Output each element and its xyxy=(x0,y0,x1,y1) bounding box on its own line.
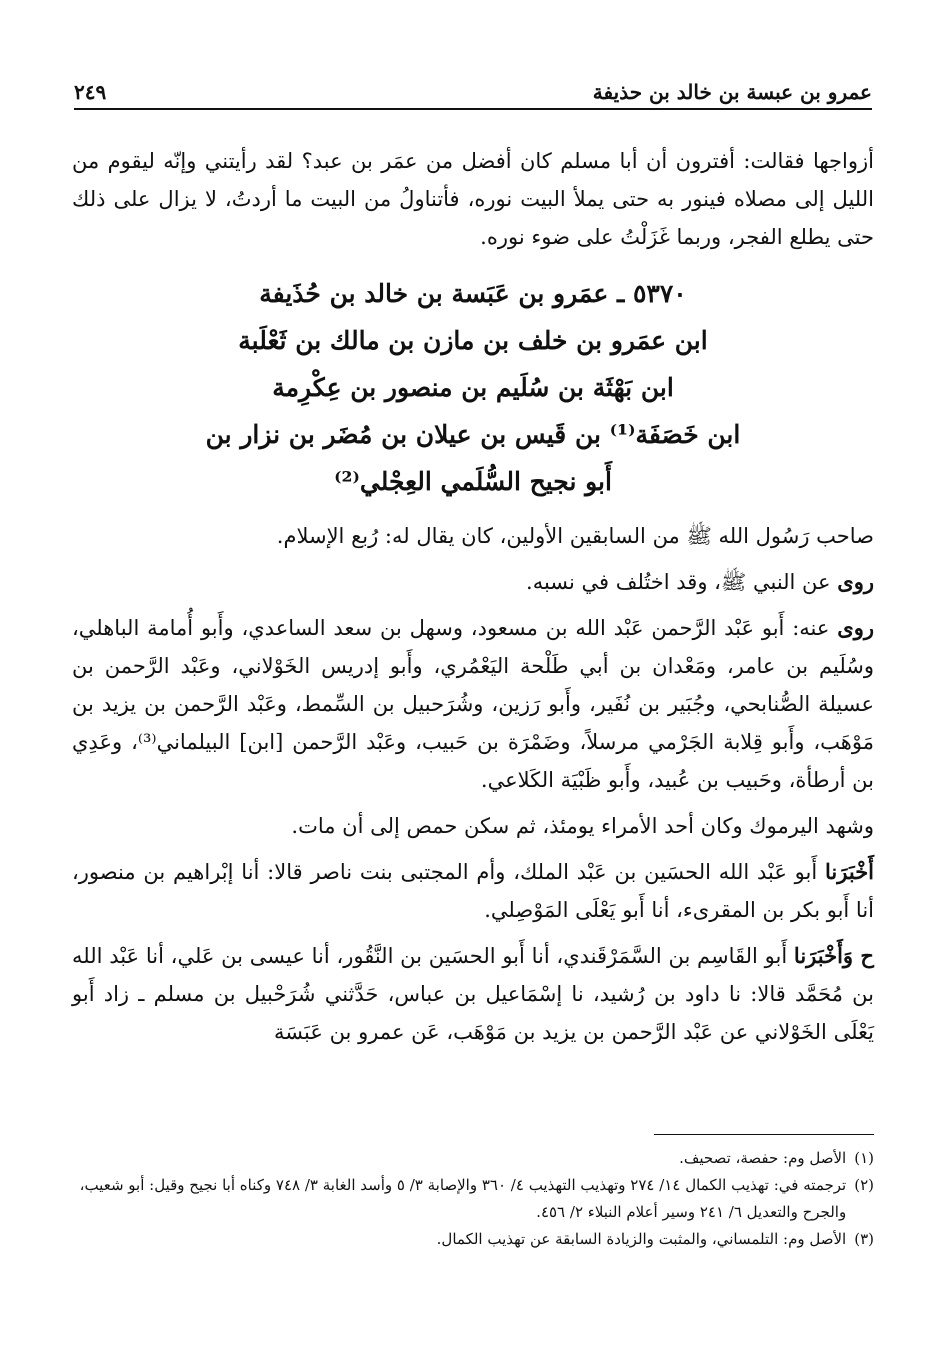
paragraph-lead: روى xyxy=(837,569,874,594)
text-line: أَبو عَبْد الله الحسَين بن عَبْد الملك، وأم المجتبى بنت ناصر قالا: أنا xyxy=(241,860,818,884)
footnote xyxy=(72,1145,874,1172)
title-line: أَبو نجيح السُّلَمي العِجْلي⁽²⁾ xyxy=(334,467,612,496)
text-line: أُمامة الباهلي، وسُلَيم بن عامر، ومَعْدان بن أبي طَلْحة اليَعْمُري، وأَبو إدريس الخَوْلاني، xyxy=(72,616,875,678)
text-line: وعَبْد الرَّحمن [ابن] البيلماني⁽³⁾، وعَدِي بن أرطأة، وحَبيب بن عُبيد، وأَبو ظَبْيَة الكَلاعي. xyxy=(72,730,874,792)
main-text xyxy=(72,142,874,1051)
title-line: ابن خَصَفَة⁽¹⁾ بن قَيس بن عيلان بن مُضَر بن نزار بن xyxy=(205,420,741,449)
paragraph-lead: ح وَأَخْبَرَنا xyxy=(793,943,874,968)
intro-paragraph xyxy=(72,142,874,256)
paragraph-lead: روى xyxy=(837,615,875,640)
page-number: ٢٤٩ xyxy=(74,80,107,104)
text-line: ذلك حتى يطلع الفجر، وربما غَزَلْتُ على ضوء نوره. xyxy=(72,187,874,249)
text-line: أزواجها فقالت: أفترون أن أبا مسلم كان أفضل من عمَر بن عبد؟ لقد رأيتني وإنّه ليقوم من xyxy=(72,149,874,173)
paragraph-isnad-1 xyxy=(72,853,874,929)
footnote-number: (١) xyxy=(854,1149,874,1167)
title-line: ابن بَهْثَة بن سُلَيم بن منصور بن عِكْرِمة xyxy=(272,373,674,402)
paragraph-narrated-from xyxy=(72,563,874,601)
footnote-number: (٣) xyxy=(854,1230,874,1248)
paragraph-companion xyxy=(72,517,874,555)
text-line: صاحب رَسُول الله ﷺ من السابقين الأولين، كان يقال له: رُبع الإسلام. xyxy=(276,524,874,548)
footnote-text: ترجمته في: تهذيب الكمال ١٤/ ٢٧٤ وتهذيب التهذيب ٤/ ٣٦٠ والإصابة ٣/ ٥ وأسد الغابة ٣/ ٧٤٨ وكناه أبا نجيح وقيل: أبو شعيب، والجرح والتعديل ٦/ ٢٤١ وسير أعلام النبلاء ٢/ ٤٥٦. xyxy=(79,1176,847,1221)
text-line: أنا عَبْد الله بن مُحَمَّد قالا: نا داود بن رُشيد، نا إسْمَاعيل بن عباس، حَدَّثني شُرَحْبيل بن xyxy=(72,944,874,1006)
footnotes-divider xyxy=(654,1134,874,1135)
footnote-number: (٢) xyxy=(854,1176,874,1194)
footnotes xyxy=(72,1145,874,1253)
text-line: عن النبي ﷺ، وقد اختُلف في نسبه. xyxy=(526,570,831,594)
running-title: عمرو بن عبسة بن خالد بن حذيفة xyxy=(592,80,872,104)
paragraph-yarmouk xyxy=(72,807,874,845)
paragraph-narrators xyxy=(72,609,874,799)
page-header xyxy=(74,76,872,110)
text-line: وعَبْد الرَّحمن بن عسيلة الصُّنابحي، وجُبَير بن نُفَير، وأَبو رَزين، وشُرَحبيل بن السِّمط، xyxy=(72,654,874,716)
entry-title xyxy=(72,270,874,505)
text-line: وعَبْد الرَّحمن بن يزيد بن مَوْهَب، وأَبو قِلابة الجَرْمي مرسلاً، وضَمْرَة بن حَبيب، xyxy=(72,692,874,754)
text-line: عنه: أَبو عَبْد الرَّحمن عَبْد الله بن مسعود، وسهل بن سعد الساعدي، وأَبو xyxy=(200,616,830,640)
text-line: أَبو القَاسِم بن السَّمَرْقَندي، أنا أَبو الحسَين بن النَّقُور، أنا عيسى بن عَلي، xyxy=(170,944,788,968)
footnote-text: الأصل وم: التلمساني، والمثبت والزيادة السابقة عن تهذيب الكمال. xyxy=(436,1230,847,1248)
text-line: وشهد اليرموك وكان أحد الأمراء يومئذ، ثم سكن حمص إلى أن مات. xyxy=(291,814,874,838)
footnote xyxy=(72,1226,874,1253)
paragraph-isnad-2 xyxy=(72,937,874,1051)
title-line: ابن عمَرو بن خلف بن مازن بن مالك بن ثَعْلَبة xyxy=(238,326,708,355)
text-line: الليل إلى مصلاه فينور به حتى يملأ البيت نوره، فأتناولُ من البيت ما أردتُ، لا يزال على xyxy=(113,187,874,211)
footnote-text: الأصل وم: حفصة، تصحيف. xyxy=(679,1149,847,1167)
footnote xyxy=(72,1172,874,1226)
paragraph-lead: أَخْبَرَنا xyxy=(825,859,875,884)
text-line: مسلم ـ زاد أَبو يَعْلَى الخَوْلاني عن عَبْد الرَّحمن بن يزيد بن مَوْهَب، عَن عمرو بن عَبَسَة xyxy=(72,982,874,1044)
text-line: إبْراهيم بن منصور، أنا أَبو بكر بن المقرىء، أنا أَبو يَعْلَى المَوْصِلي. xyxy=(72,860,874,922)
title-line: ٥٣٧٠ ـ عمَرو بن عَبَسة بن خالد بن حُذَيفة xyxy=(259,279,687,308)
